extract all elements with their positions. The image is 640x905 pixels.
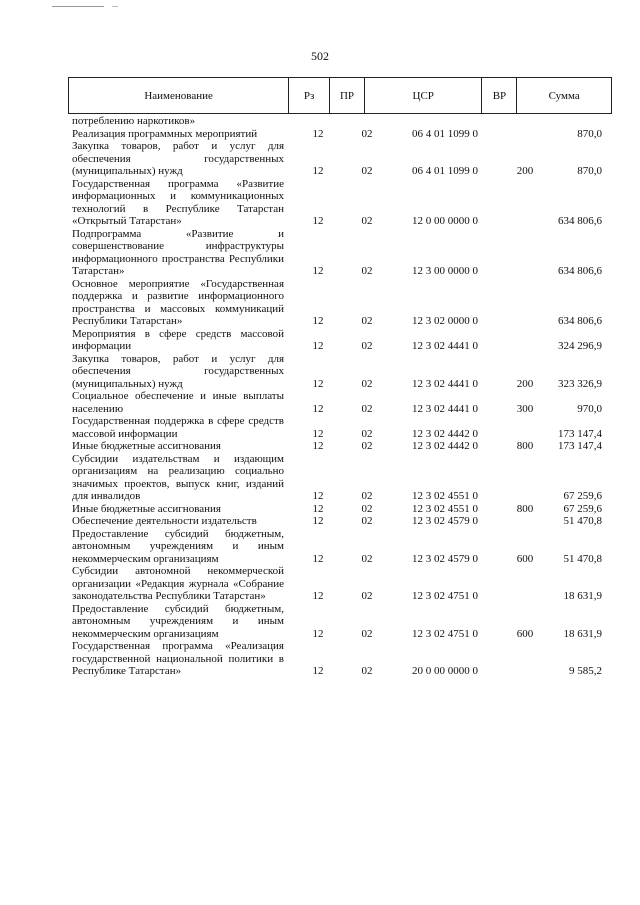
row-sum: 18 631,9 [563,590,602,602]
row-csr: 12 3 02 4751 0 [412,590,478,602]
row-sum: 634 806,6 [558,215,602,227]
row-vr: 200 [516,377,534,390]
row-rz: 12 [312,265,324,277]
row-vr: 200 [516,165,534,177]
page-number: 502 [311,49,329,63]
row-csr: 12 3 02 4441 0 [412,402,478,415]
row-name: Мероприятия в сфере средств массовой информации [72,327,284,352]
row-vr: 800 [516,502,534,515]
row-sum: 18 631,9 [563,627,602,640]
row-sum: 970,0 [577,402,602,415]
row-name: Предоставление субсидий бюджетным, автономным учреждениям и иным некоммерческим организациям [72,602,284,640]
row-rz: 12 [312,315,324,327]
row-rz: 12 [312,165,324,177]
row-sum: 173 147,4 [558,427,602,440]
row-sum: 67 259,6 [563,490,602,502]
row-csr: 12 3 02 4551 0 [412,502,478,515]
row-pr: 02 [361,490,373,502]
row-csr: 06 4 01 1099 0 [412,165,478,177]
row-pr: 02 [361,165,373,177]
row-name: Закупка товаров, работ и услуг для обеспечения государственных (муниципальных) нужд [72,140,284,177]
row-csr: 12 0 00 0000 0 [412,215,478,227]
row-name: Предоставление субсидий бюджетным, автономным учреждениям и иным некоммерческим организациям [72,527,284,565]
header-vr: ВР [482,78,517,113]
row-csr: 12 3 02 4442 0 [412,440,478,452]
table-row [72,415,602,440]
row-csr: 12 3 02 4441 0 [412,340,478,352]
row-rz: 12 [312,552,324,565]
row-name: Подпрограмма «Развитие и совершенствование инфраструктуры информационного пространства Республики Татарстан» [72,227,284,277]
row-rz: 12 [312,590,324,602]
row-pr: 02 [361,315,373,327]
row-pr: 02 [361,340,373,352]
table-row [72,178,602,228]
row-rz: 12 [312,502,324,515]
row-rz: 12 [312,627,324,640]
row-rz: 12 [312,440,324,452]
table-row [72,603,602,641]
row-name: Закупка товаров, работ и услуг для обеспечения государственных (муниципальных) нужд [72,352,284,390]
row-name: Реализация программных мероприятий [72,127,258,140]
table-row [72,453,602,503]
table-row [72,128,602,141]
table-row [72,115,602,128]
table-row [72,353,602,391]
row-sum: 870,0 [577,127,602,140]
row-name: Субсидии автономной некоммерческой организации «Редакция журнала «Собрание законодательства Республики Татарстан» [72,565,284,602]
row-rz: 12 [312,515,324,527]
row-sum: 67 259,6 [563,502,602,515]
row-name: Иные бюджетные ассигнования [72,440,221,452]
row-rz: 12 [312,215,324,227]
header-csr: ЦСР [365,78,483,113]
row-sum: 634 806,6 [558,315,602,327]
header-name: Наименование [69,78,289,113]
table-row [72,503,602,516]
row-name: потреблению наркотиков» [72,115,196,127]
row-sum: 324 296,9 [558,340,602,352]
row-name: Обеспечение деятельности издательств [72,515,257,527]
scan-mark [52,6,104,7]
row-pr: 02 [361,515,373,527]
header-pr: ПР [330,78,365,113]
row-sum: 870,0 [577,165,602,177]
row-vr: 600 [516,552,534,565]
table-row [72,328,602,353]
row-pr: 02 [361,215,373,227]
row-name: Государственная программа «Реализация государственной национальной политики в Республике Татарстан» [72,640,284,677]
row-csr: 12 3 02 4441 0 [412,377,478,390]
header-sum: Сумма [548,89,580,102]
row-vr: 800 [516,440,534,452]
scan-mark [112,6,118,7]
row-rz: 12 [312,340,324,352]
row-rz: 12 [312,427,324,440]
table-row [72,140,602,178]
row-sum: 9 585,2 [569,665,602,677]
row-pr: 02 [361,502,373,515]
row-csr: 12 3 02 0000 0 [412,315,478,327]
table-row [72,515,602,528]
row-csr: 12 3 02 4579 0 [412,552,478,565]
header-rz: Рз [289,78,330,113]
table-row [72,228,602,278]
row-sum: 51 470,8 [563,552,602,565]
row-pr: 02 [361,665,373,677]
row-name: Иные бюджетные ассигнования [72,502,221,515]
row-pr: 02 [361,440,373,452]
row-csr: 12 3 00 0000 0 [412,265,478,277]
budget-table-body [72,115,602,678]
row-pr: 02 [361,427,373,440]
row-csr: 12 3 02 4579 0 [412,515,478,527]
row-name: Основное мероприятие «Государственная поддержка и развитие информационного пространства и массовых коммуникаций Республики Татарстан» [72,277,284,327]
row-rz: 12 [312,490,324,502]
table-row [72,278,602,328]
table-row [72,565,602,603]
row-vr: 300 [516,402,534,415]
row-rz: 12 [312,665,324,677]
row-pr: 02 [361,627,373,640]
row-csr: 12 3 02 4442 0 [412,427,478,440]
row-name: Государственная поддержка в сфере средств массовой информации [72,415,284,440]
row-csr: 12 3 02 4751 0 [412,627,478,640]
table-row [72,440,602,453]
row-sum: 323 326,9 [558,377,602,390]
row-sum: 173 147,4 [558,440,602,452]
row-pr: 02 [361,552,373,565]
row-name: Государственная программа «Развитие информационных и коммуникационных технологий в Республике Татарстан «Открытый Татарстан» [72,177,284,227]
row-rz: 12 [312,402,324,415]
row-csr: 06 4 01 1099 0 [412,127,478,140]
row-pr: 02 [361,590,373,602]
row-csr: 20 0 00 0000 0 [412,665,478,677]
row-rz: 12 [312,127,324,140]
table-row [72,640,602,678]
row-name: Социальное обеспечение и иные выплаты населению [72,390,284,415]
table-row [72,528,602,566]
row-sum: 634 806,6 [558,265,602,277]
row-name: Субсидии издательствам и издающим организациям на реализацию социально значимых проектов, выпуск книг, изданий для инвалидов [72,452,284,502]
row-pr: 02 [361,265,373,277]
row-pr: 02 [361,377,373,390]
table-header [68,77,612,114]
table-row [72,390,602,415]
row-rz: 12 [312,377,324,390]
row-sum: 51 470,8 [563,515,602,527]
row-pr: 02 [361,402,373,415]
row-pr: 02 [361,127,373,140]
row-vr: 600 [516,627,534,640]
row-csr: 12 3 02 4551 0 [412,490,478,502]
